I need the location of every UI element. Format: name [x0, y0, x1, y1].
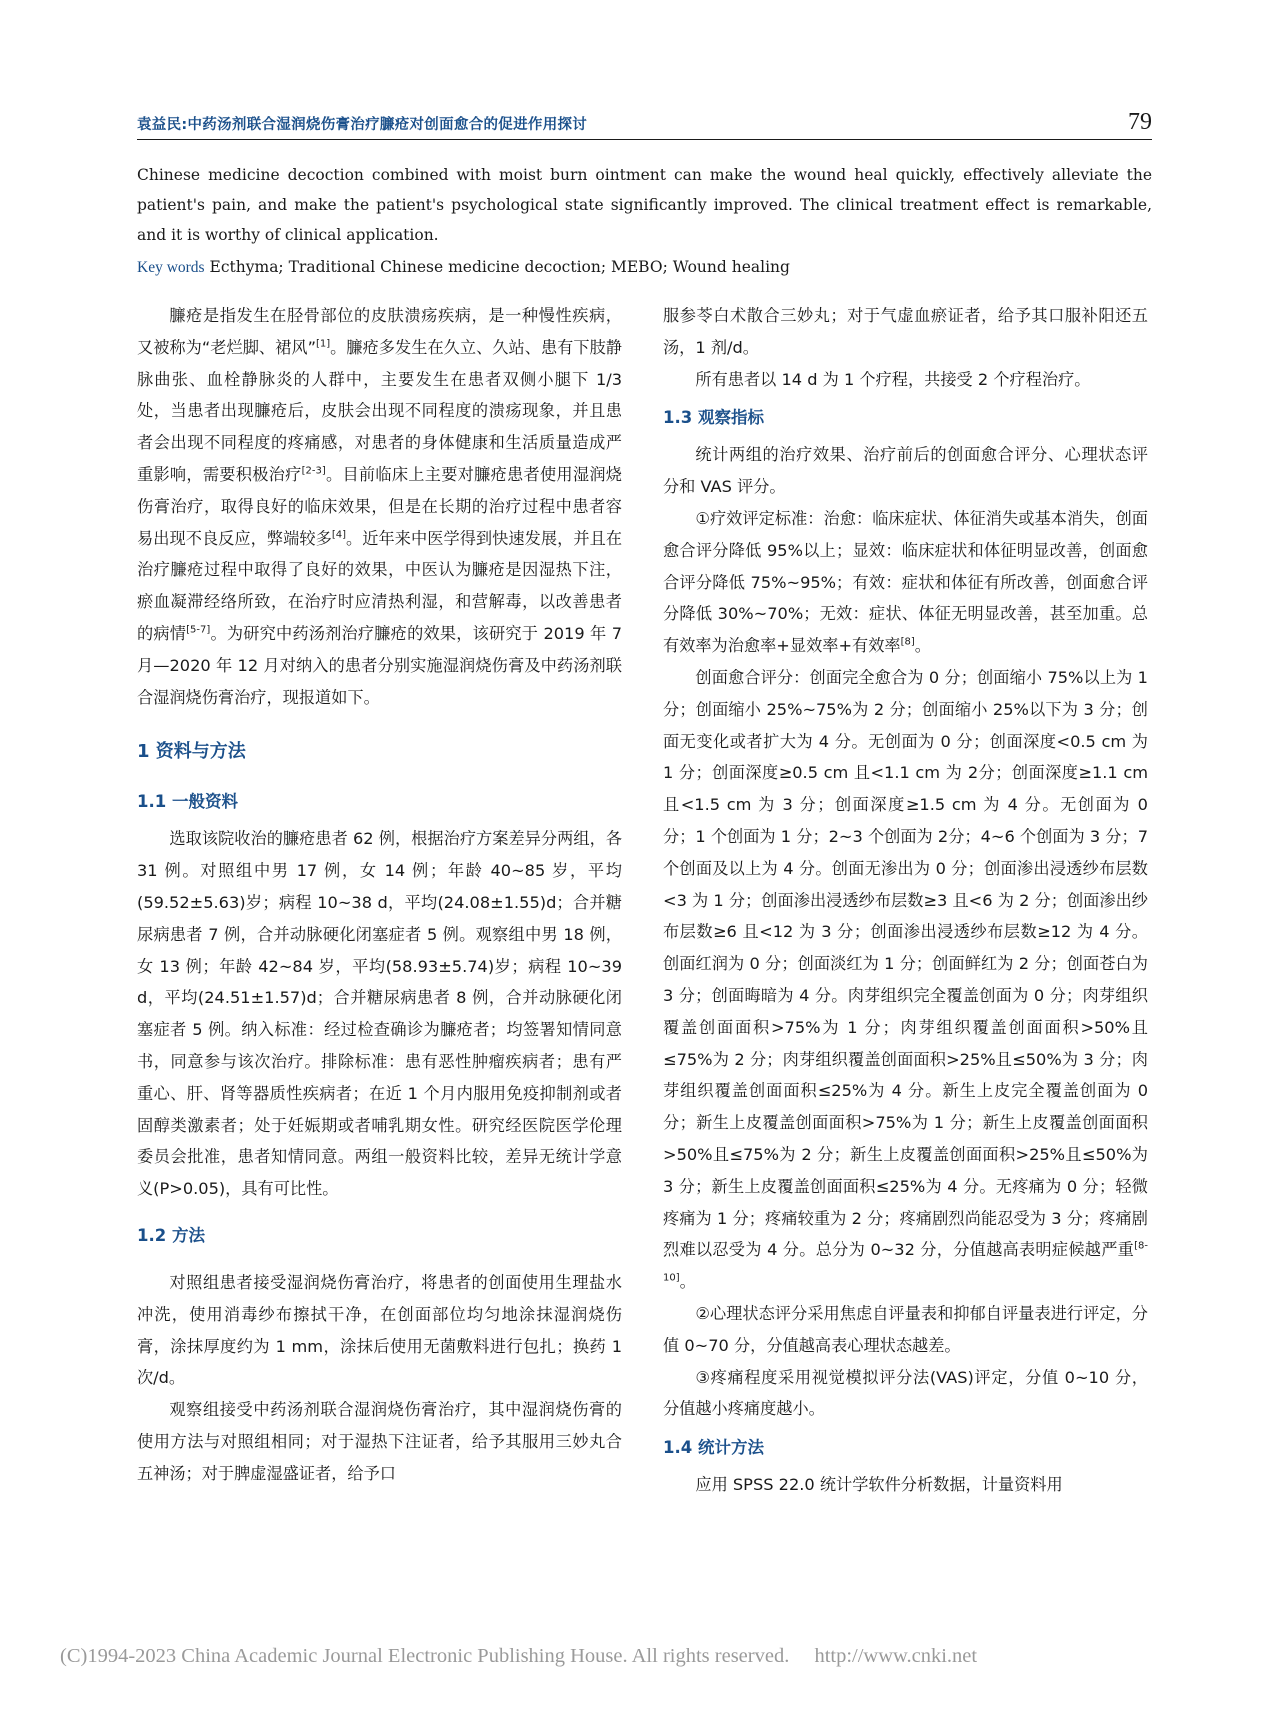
running-header	[137, 105, 1152, 140]
citation-2-3: [2-3]	[301, 465, 326, 477]
wound-score-end: 。	[679, 1272, 696, 1292]
general-data-paragraph: 选取该院收治的臁疮患者 62 例，根据治疗方案差异分两组，各 31 例。对照组中男 17 例，女 14 例；年龄 40~85 岁，平均(59.52±5.63)岁；病程 10~38 d，平均(24.08±1.55)d；合并糖尿病患者 7 例，合并动脉硬化闭塞症者 5 例。观察组中男 18 例，女 13 例；年龄 42~84 岁，平均(58.93±5.74)岁；病程 10~39 d，平均(24.51±1.57)d；合并糖尿病患者 8 例，合并动脉硬化闭塞症者 5 例。纳入标准：经过检查确诊为臁疮者；均签署知情同意书，同意参与该次治疗。排除标准：患有恶性肿瘤疾病者；患有严重心、肝、肾等器质性疾病者；在近 1 个月内服用免疫抑制剂或者固醇类激素者；处于妊娠期或者哺乳期女性。研究经医院医学伦理委员会批准，患者知情同意。两组一般资料比较，差异无统计学意义(P>0.05)，具有可比性。	[137, 829, 622, 1199]
footer-url-link[interactable]: http://www.cnki.net	[814, 1645, 978, 1667]
citation-8-10: [8-10]	[663, 1240, 1148, 1284]
subsection-heading-general-data: 1.1 一般资料	[137, 792, 238, 812]
course-paragraph: 所有患者以 14 d 为 1 个疗程，共接受 2 个疗程治疗。	[695, 369, 1091, 389]
efficacy-end: 。	[914, 636, 931, 656]
methods-paragraph-control: 对照组患者接受湿润烧伤膏治疗，将患者的创面使用生理盐水冲洗，使用消毒纱布擦拭干净，在创面部位均匀地涂抹湿润烧伤膏，涂抹厚度约为 1 mm，涂抹后使用无菌敷料进行包扎；换药 1 次/d。	[137, 1272, 622, 1388]
subsection-heading-indicators: 1.3 观察指标	[663, 408, 764, 428]
left-column	[137, 300, 622, 1490]
citation-4: [4]	[331, 529, 346, 541]
methods-paragraph-observation: 观察组接受中药汤剂联合湿润烧伤膏治疗，其中湿润烧伤膏的使用方法与对照组相同；对于湿热下注证者，给予其服用三妙丸合五神汤；对于脾虚湿盛证者，给予口	[137, 1400, 622, 1483]
keywords-text: Ecthyma; Traditional Chinese medicine decoction; MEBO; Wound healing	[209, 258, 790, 276]
subsection-heading-methods: 1.2 方法	[137, 1225, 205, 1245]
intro-text-4: 。近年来中医学得到快速发展，并且在治疗臁疮过程中取得了良好的效果，中医认为臁疮是因湿热下注，瘀血凝滞经络所致，在治疗时应清热利湿，和营解毒，以改善患者的病情	[137, 528, 623, 643]
copyright-text: (C)1994-2023 China Academic Journal Electronic Publishing House. All rights reserved.	[60, 1645, 790, 1667]
vas-paragraph: ③疼痛程度采用视觉模拟评分法(VAS)评定，分值 0~10 分，分值越小疼痛度越小。	[663, 1367, 1148, 1419]
citation-5-7: [5-7]	[186, 624, 211, 636]
psych-score-paragraph: ②心理状态评分采用焦虑自评量表和抑郁自评量表进行评定，分值 0~70 分，分值越高表心理状态越差。	[663, 1303, 1148, 1355]
keywords-label: Key words	[137, 259, 205, 276]
intro-text-1: 臁疮是指发生在胫骨部位的皮肤溃疡疾病，是一种慢性疾病，又被称为“老烂脚、裙风”	[137, 306, 622, 357]
right-column	[663, 300, 1148, 1501]
intro-text-3: 。目前临床上主要对臁疮患者使用湿润烧伤膏治疗，取得良好的临床效果，但是在长期的治疗过程中患者容易出现不良反应，弊端较多	[137, 464, 622, 548]
abstract-block	[137, 160, 1152, 250]
citation-1: [1]	[315, 338, 331, 350]
intro-paragraph	[137, 300, 622, 713]
abstract-text: Chinese medicine decoction combined with moist burn ointment can make the wound heal quickly, effectively alleviate the patient's pain, and make the patient's psychological state significantly improved. The clinical treatment effect is remarkable, and it is worthy of clinical application.	[137, 166, 1152, 244]
running-title: 袁益民:中药汤剂联合湿润烧伤膏治疗臁疮对创面愈合的促进作用探讨	[137, 117, 588, 133]
copyright-footer	[60, 1645, 1220, 1668]
efficacy-criteria	[663, 503, 1148, 662]
page-number: 79	[1128, 109, 1152, 135]
statistics-paragraph: 应用 SPSS 22.0 统计学软件分析数据，计量资料用	[695, 1475, 1063, 1495]
wound-score-paragraph	[663, 662, 1148, 1298]
section-heading-materials-methods: 1 资料与方法	[137, 741, 246, 763]
methods-continuation: 服参苓白术散合三妙丸；对于气虚血瘀证者，给予其口服补阳还五汤，1 剂/d。	[663, 306, 1148, 357]
intro-text-5: 。为研究中药汤剂治疗臁疮的效果，该研究于 2019 年 7 月—2020 年 12 月对纳入的患者分别实施湿润烧伤膏及中药汤剂联合湿润烧伤膏治疗，现报道如下。	[137, 623, 623, 707]
subsection-heading-statistics: 1.4 统计方法	[663, 1438, 764, 1458]
indicators-intro: 统计两组的治疗效果、治疗前后的创面愈合评分、心理状态评分和 VAS 评分。	[663, 445, 1148, 497]
wound-score-text: 创面愈合评分：创面完全愈合为 0 分；创面缩小 75%以上为 1 分；创面缩小 25%~75%为 2 分；创面缩小 25%以下为 3 分；创面无变化或者扩大为 4 分。无创面为 0 分；创面深度<0.5 cm 为 1 分；创面深度≥0.5 cm 且<1.1 cm 为 2分；创面深度≥1.1 cm 且<1.5 cm 为 3 分；创面深度≥1.5 cm 为 4 分。无创面为 0 分；1 个创面为 1 分；2~3 个创面为 2分；4~6 个创面为 3 分；7 个创面及以上为 4 分。创面无渗出为 0 分；创面渗出浸透纱布层数<3 为 1 分；创面渗出浸透纱布层数≥3 且<6 为 2 分；创面渗出纱布层数≥6 且<12 为 3 分；创面渗出浸透纱布层数≥12 为 4 分。创面红润为 0 分；创面淡红为 1 分；创面鲜红为 2 分；创面苍白为 3 分；创面晦暗为 4 分。肉芽组织完全覆盖创面为 0 分；肉芽组织覆盖创面面积>75%为 1 分；肉芽组织覆盖创面面积>50%且≤75%为 2 分；肉芽组织覆盖创面面积>25%且≤50%为 3 分；肉芽组织覆盖创面面积≤25%为 4 分。新生上皮完全覆盖创面为 0 分；新生上皮覆盖创面面积>75%为 1 分；新生上皮覆盖创面面积>50%且≤75%为 2 分；新生上皮覆盖创面面积>25%且≤50%为 3 分；新生上皮覆盖创面面积≤25%为 4 分。无疼痛为 0 分；轻微疼痛为 1 分；疼痛较重为 2 分；疼痛剧烈尚能忍受为 3 分；疼痛剧烈难以忍受为 4 分。总分为 0~32 分，分值越高表明症候越严重	[663, 667, 1148, 1260]
citation-8: [8]	[900, 636, 915, 648]
keywords-line	[137, 252, 1152, 283]
efficacy-text: ①疗效评定标准：治愈：临床症状、体征消失或基本消失，创面愈合评分降低 95%以上；显效：临床症状和体征明显改善，创面愈合评分降低 75%~95%；有效：症状和体征有所改善，创面愈合评分降低 30%~70%；无效：症状、体征无明显改善，甚至加重。总有效率为治愈率+显效率+有效率	[663, 508, 1148, 656]
intro-text-2: 。臁疮多发生在久立、久站、患有下肢静脉曲张、血栓静脉炎的人群中，主要发生在患者双侧小腿下 1/3 处，当患者出现臁疮后，皮肤会出现不同程度的溃疡现象，并且患者会出现不同程度的疼痛感，对患者的身体健康和生活质量造成严重影响，需要积极治疗	[137, 337, 622, 484]
